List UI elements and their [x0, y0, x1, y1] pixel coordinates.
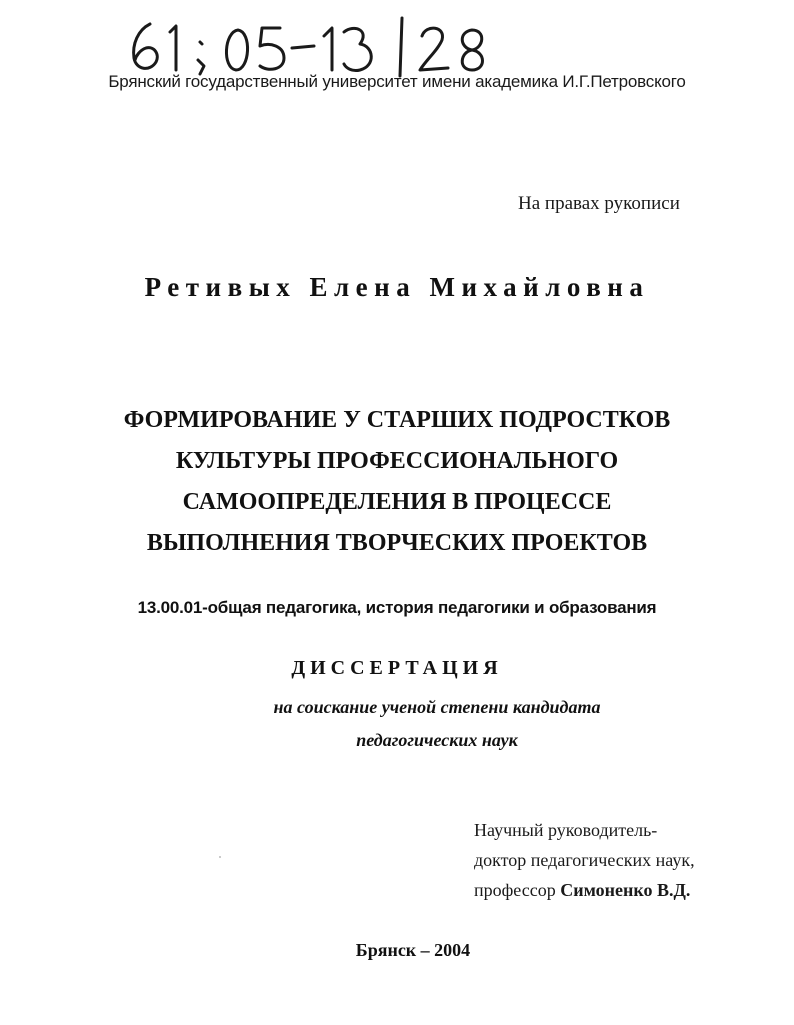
rights-note: На правах рукописи	[518, 193, 680, 214]
title-line: КУЛЬТУРЫ ПРОФЕССИОНАЛЬНОГО	[175, 448, 619, 474]
handwritten-code	[120, 10, 560, 80]
dissertation-title	[0, 400, 794, 564]
scan-speck	[219, 856, 221, 858]
supervisor-block	[474, 815, 695, 905]
title-line: САМООПРЕДЕЛЕНИЯ В ПРОЦЕССЕ	[182, 489, 612, 515]
author-name: Ретивых Елена Михайловна	[144, 272, 650, 302]
supervisor-rank: профессор	[474, 880, 556, 900]
document-type: ДИССЕРТАЦИЯ	[291, 657, 503, 679]
degree-statement	[0, 691, 794, 757]
title-line: ВЫПОЛНЕНИЯ ТВОРЧЕСКИХ ПРОЕКТОВ	[146, 530, 648, 556]
title-line: ФОРМИРОВАНИЕ У СТАРШИХ ПОДРОСТКОВ	[123, 407, 671, 433]
degree-line: на соискание ученой степени кандидата	[273, 697, 601, 717]
supervisor-role: Научный руководитель-	[474, 820, 658, 840]
supervisor-degree: доктор педагогических наук,	[474, 850, 695, 870]
city-year: Брянск – 2004	[355, 940, 471, 960]
supervisor-name: Симоненко В.Д.	[560, 880, 691, 900]
university-name: Брянский государственный университет имени академика И.Г.Петровского	[108, 72, 686, 91]
degree-line: педагогических наук	[356, 730, 518, 750]
supervisor-title-line	[474, 875, 695, 905]
specialty-code: 13.00.01-общая педагогика, история педагогики и образования	[137, 598, 657, 617]
handwritten-code-drawing	[120, 10, 560, 80]
